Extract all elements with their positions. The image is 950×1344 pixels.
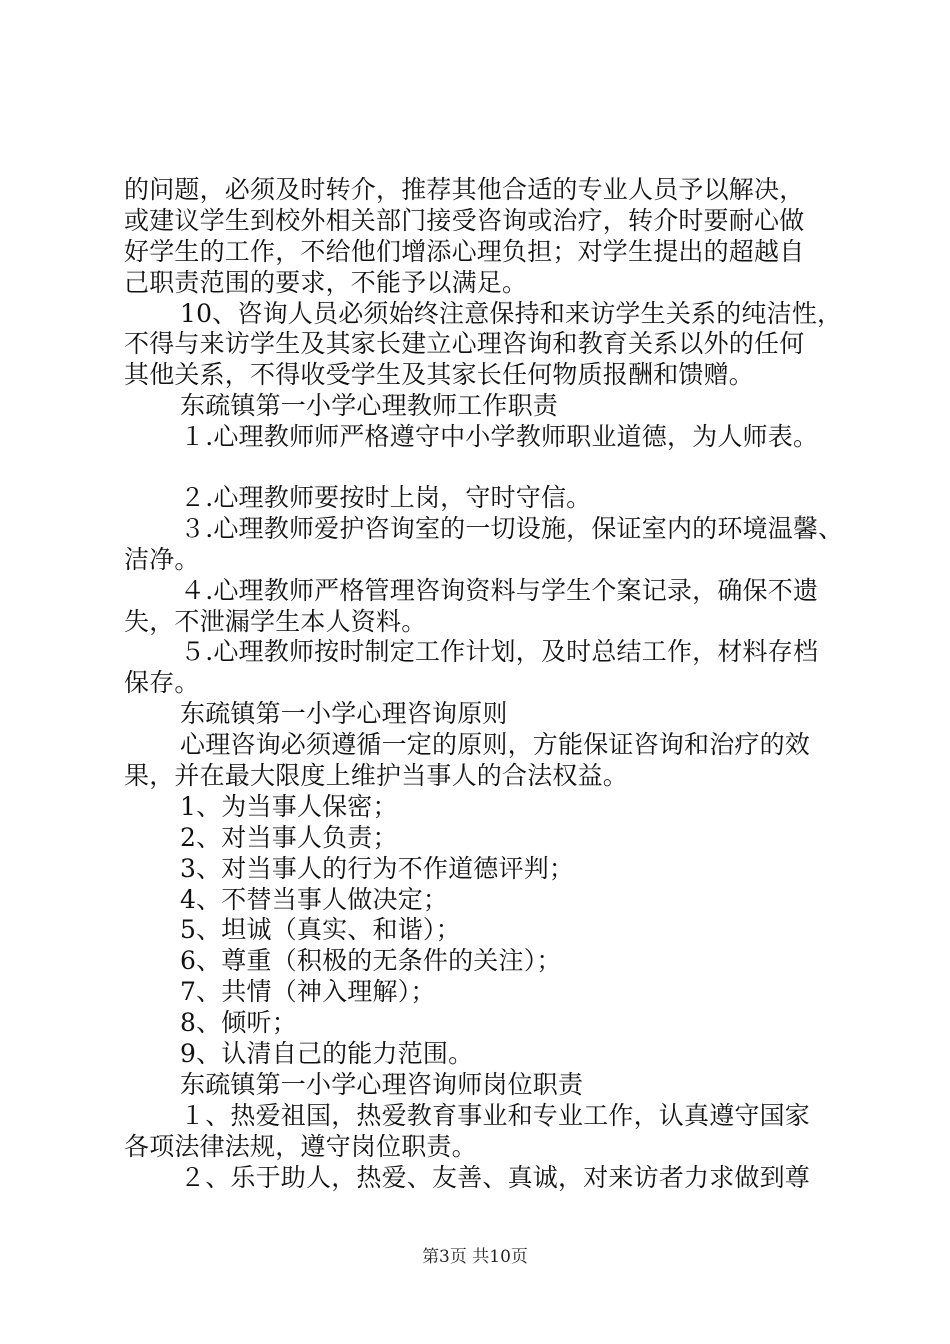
body-line: 10、咨询人员必须始终注意保持和来访学生关系的纯洁性，: [180, 298, 843, 328]
list-item: 7、共情（神入理解）；: [180, 977, 436, 1007]
document-body: [124, 175, 844, 1194]
section-heading: 东疏镇第一小学心理咨询原则: [180, 699, 508, 729]
body-line: ５.心理教师按时制定工作计划，及时总结工作，材料存档: [180, 637, 819, 667]
body-line: ２、乐于助人，热爱、友善、真诚，对来访者力求做到尊: [180, 1162, 811, 1192]
list-item: 9、认清自己的能力范围。: [180, 1039, 474, 1069]
body-line: ３.心理教师爱护咨询室的一切设施，保证室内的环境温馨、: [180, 513, 844, 543]
body-line: 保存。: [124, 668, 200, 698]
body-line: 或建议学生到校外相关部门接受咨询或治疗，转介时要耐心做: [124, 205, 805, 235]
body-line: 的问题，必须及时转介，推荐其他合适的专业人员予以解决，: [124, 175, 805, 204]
list-item: 5、坦诚（真实、和谐）；: [180, 915, 461, 945]
blank-line: [124, 453, 836, 483]
section-heading: 东疏镇第一小学心理教师工作职责: [180, 391, 559, 421]
list-item: 6、尊重（积极的无条件的关注）；: [180, 946, 562, 976]
page-number-footer: 第3页 共10页: [422, 1247, 528, 1267]
list-item: 1、为当事人保密；: [180, 791, 398, 821]
body-line: 果，并在最大限度上维护当事人的合法权益。: [124, 761, 629, 791]
body-line: ４.心理教师严格管理咨询资料与学生个案记录，确保不遗: [180, 575, 819, 605]
list-item: 4、不替当事人做决定；: [180, 884, 449, 914]
list-item: 8、倾听；: [180, 1008, 297, 1038]
section-heading: 东疏镇第一小学心理咨询师岗位职责: [180, 1069, 584, 1099]
list-item: 2、对当事人负责；: [180, 822, 398, 852]
body-line: 心理咨询必须遵循一定的原则，方能保证咨询和治疗的效: [180, 730, 811, 760]
body-line: 其他关系，不得收受学生及其家长任何物质报酬和馈赠。: [124, 360, 755, 390]
body-line: １、热爱祖国，热爱教育事业和专业工作，认真遵守国家: [180, 1100, 811, 1130]
body-line: 失，不泄漏学生本人资料。: [124, 606, 427, 636]
body-line: １.心理教师师严格遵守中小学教师职业道德，为人师表。: [180, 422, 819, 452]
body-line: ２.心理教师要按时上岗，守时守信。: [180, 483, 592, 513]
body-line: 己职责范围的要求，不能予以满足。: [124, 267, 528, 297]
body-line: 不得与来访学生及其家长建立心理咨询和教育关系以外的任何: [124, 329, 805, 359]
list-item: 3、对当事人的行为不作道德评判；: [180, 853, 575, 883]
body-line: 好学生的工作，不给他们增添心理负担；对学生提出的超越自: [124, 236, 805, 266]
body-line: 洁净。: [124, 544, 200, 574]
body-line: 各项法律法规，遵守岗位职责。: [124, 1131, 477, 1161]
